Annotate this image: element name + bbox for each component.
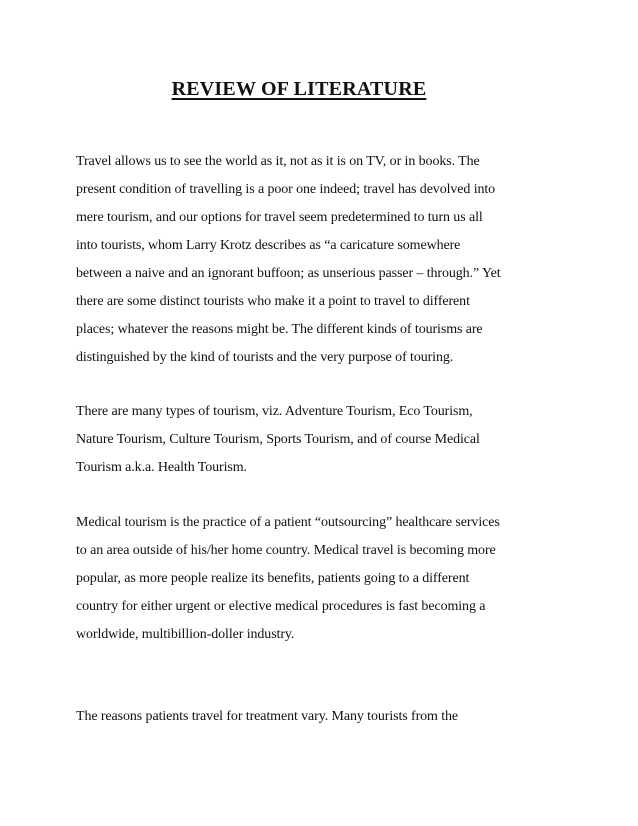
text-line: to an area outside of his/her home country. Medical travel is becoming more — [76, 543, 496, 558]
text-line: worldwide, multibillion-doller industry. — [76, 627, 295, 642]
text-line: present condition of travelling is a poor one indeed; travel has devolved into — [76, 182, 496, 197]
text-line: Travel allows us to see the world as it, not as it is on TV, or in books. The — [76, 154, 480, 169]
text-line: Medical tourism is the practice of a patient “outsourcing” healthcare services — [76, 515, 500, 530]
text-line: Nature Tourism, Culture Tourism, Sports Tourism, and of course Medical — [76, 432, 480, 447]
text-line: country for either urgent or elective medical procedures is fast becoming a — [76, 599, 486, 614]
text-line: between a naive and an ignorant buffoon; as unserious passer – through.” Yet — [76, 266, 501, 281]
paragraph-travel — [76, 148, 501, 372]
text-line: distinguished by the kind of tourists and the very purpose of touring. — [76, 350, 454, 365]
paragraph-reasons — [76, 703, 458, 731]
text-line: there are some distinct tourists who make it a point to travel to different — [76, 294, 470, 309]
text-line: Tourism a.k.a. Health Tourism. — [76, 460, 247, 475]
text-line: popular, as more people realize its benefits, patients going to a different — [76, 571, 470, 586]
paragraph-medical-tourism — [76, 509, 500, 649]
text-line: places; whatever the reasons might be. The different kinds of tourisms are — [76, 322, 483, 337]
text-line: There are many types of tourism, viz. Adventure Tourism, Eco Tourism, — [76, 404, 473, 419]
text-line: into tourists, whom Larry Krotz describes as “a caricature somewhere — [76, 238, 461, 253]
paragraph-tourism-types — [76, 398, 480, 482]
text-line: mere tourism, and our options for travel seem predetermined to turn us all — [76, 210, 483, 225]
text-line: The reasons patients travel for treatment vary. Many tourists from the — [76, 709, 459, 724]
page-title: REVIEW OF LITERATURE — [171, 78, 427, 100]
